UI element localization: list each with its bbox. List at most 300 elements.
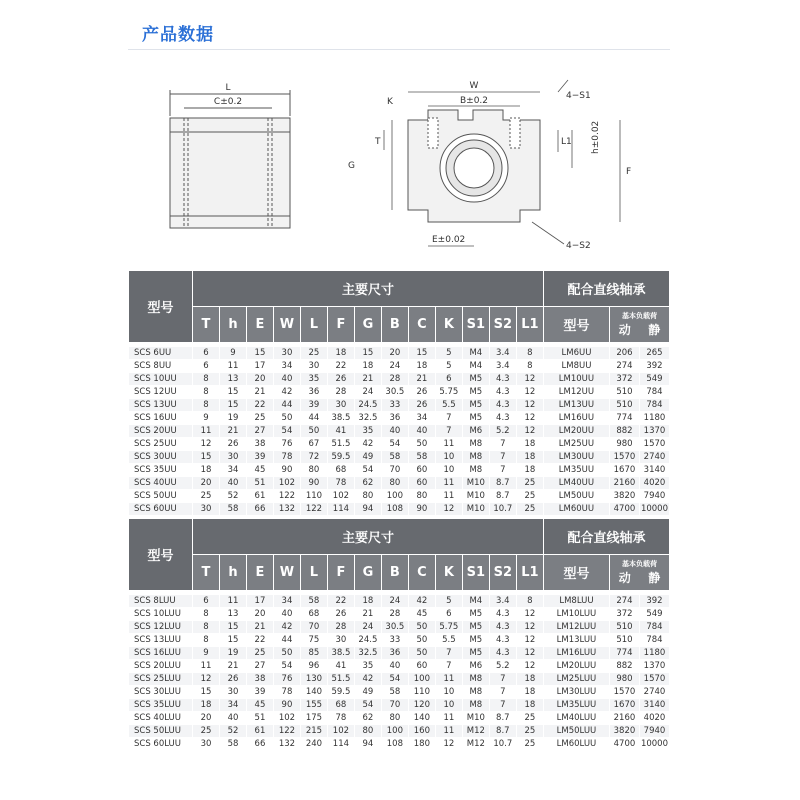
table-cell: 42 xyxy=(273,621,300,634)
table-cell: 34 xyxy=(219,699,246,712)
table-cell: 12 xyxy=(435,503,462,516)
table-cell: 34 xyxy=(408,412,435,425)
table-cell: 18 xyxy=(193,464,220,477)
table-cell: 1670 xyxy=(609,699,639,712)
table-cell: 25 xyxy=(516,738,543,751)
table-cell: 510 xyxy=(609,621,639,634)
table-cell: 33 xyxy=(381,634,408,647)
table-cell: 22 xyxy=(327,595,354,608)
table-row xyxy=(129,725,670,738)
spec-table-standard xyxy=(128,270,670,516)
table-cell: 42 xyxy=(354,673,381,686)
table-cell: SCS 50UU xyxy=(129,490,193,503)
table-cell: LM10UU xyxy=(543,373,609,386)
table-cell: SCS 10LUU xyxy=(129,608,193,621)
table-cell: 5 xyxy=(435,347,462,360)
table-cell: 8 xyxy=(193,621,220,634)
table-cell: 58 xyxy=(381,451,408,464)
header-model: 型号 xyxy=(129,519,193,591)
table-cell: 80 xyxy=(300,464,327,477)
table-cell: 274 xyxy=(609,360,639,373)
table-cell: 20 xyxy=(193,477,220,490)
table-cell: 10 xyxy=(435,699,462,712)
table-cell: 25 xyxy=(193,725,220,738)
table-row xyxy=(129,360,670,373)
table-cell: 44 xyxy=(300,412,327,425)
header-col-l: L xyxy=(300,555,327,591)
table-cell: 4.3 xyxy=(489,634,516,647)
table-cell: 40 xyxy=(408,425,435,438)
table-cell: 12 xyxy=(516,608,543,621)
header-col-c: C xyxy=(408,555,435,591)
table-cell: 30 xyxy=(300,360,327,373)
table-cell: 26 xyxy=(219,438,246,451)
table-cell: 21 xyxy=(219,660,246,673)
table-cell: 50 xyxy=(273,412,300,425)
table-cell: 4.3 xyxy=(489,399,516,412)
header-col-b: B xyxy=(381,307,408,343)
table-cell: SCS 25LUU xyxy=(129,673,193,686)
table-cell: 1670 xyxy=(609,464,639,477)
front-view xyxy=(408,110,540,222)
table-cell: M5 xyxy=(462,647,489,660)
table-cell: 18 xyxy=(327,347,354,360)
table-cell: 100 xyxy=(408,673,435,686)
label-S2: 4−S2 xyxy=(566,241,591,251)
table-cell: 59.5 xyxy=(327,451,354,464)
table-cell: 21 xyxy=(408,373,435,386)
header-col-f: F xyxy=(327,555,354,591)
table-cell: 19 xyxy=(219,647,246,660)
table-cell: 38.5 xyxy=(327,647,354,660)
technical-drawing xyxy=(128,70,670,270)
table-cell: 54 xyxy=(354,699,381,712)
table-cell: M4 xyxy=(462,360,489,373)
header-col-h: h xyxy=(219,555,246,591)
table-cell: 50 xyxy=(300,425,327,438)
table-cell: 4.3 xyxy=(489,373,516,386)
table-cell: 130 xyxy=(300,673,327,686)
table-cell: 72 xyxy=(300,451,327,464)
table-cell: LM25UU xyxy=(543,438,609,451)
table-cell: 13 xyxy=(219,608,246,621)
table-cell: 49 xyxy=(354,686,381,699)
table-cell: 510 xyxy=(609,399,639,412)
header-dynamic: 动 xyxy=(618,323,631,337)
table-cell: 132 xyxy=(273,738,300,751)
table-cell: SCS 8UU xyxy=(129,360,193,373)
table-cell: SCS 30LUU xyxy=(129,686,193,699)
table-cell: 108 xyxy=(381,503,408,516)
table-cell: 7 xyxy=(435,425,462,438)
table-cell: 7940 xyxy=(639,725,669,738)
table-cell: 12 xyxy=(516,373,543,386)
table-cell: 28 xyxy=(327,621,354,634)
table-cell: 8.7 xyxy=(489,712,516,725)
table-cell: SCS 20LUU xyxy=(129,660,193,673)
table-cell: 58 xyxy=(381,686,408,699)
header-static: 静 xyxy=(648,571,661,585)
table-cell: LM35UU xyxy=(543,464,609,477)
table-cell: 27 xyxy=(246,660,273,673)
table-cell: 41 xyxy=(327,425,354,438)
header-col-t: T xyxy=(193,307,220,343)
table-cell: 80 xyxy=(408,490,435,503)
table-cell: 4.3 xyxy=(489,608,516,621)
table-cell: 8.7 xyxy=(489,725,516,738)
table-cell: 110 xyxy=(408,686,435,699)
table-cell: 6 xyxy=(193,360,220,373)
table-cell: 80 xyxy=(354,490,381,503)
table-cell: M5 xyxy=(462,608,489,621)
table-cell: 50 xyxy=(408,438,435,451)
table-cell: 30.5 xyxy=(381,621,408,634)
table-cell: 4.3 xyxy=(489,647,516,660)
table-cell: 9 xyxy=(219,347,246,360)
table-cell: 38.5 xyxy=(327,412,354,425)
table-cell: 18 xyxy=(354,595,381,608)
table-cell: M10 xyxy=(462,712,489,725)
table-cell: LM60UU xyxy=(543,503,609,516)
table-row xyxy=(129,386,670,399)
table-cell: 102 xyxy=(273,477,300,490)
table-cell: 240 xyxy=(300,738,327,751)
table-cell: 34 xyxy=(219,464,246,477)
table-cell: 140 xyxy=(300,686,327,699)
label-F: F xyxy=(626,167,632,177)
table-cell: 6 xyxy=(193,347,220,360)
header-bearing-model: 型号 xyxy=(543,307,609,343)
table-row xyxy=(129,425,670,438)
table-cell: 25 xyxy=(516,712,543,725)
table-cell: 8.7 xyxy=(489,477,516,490)
table-cell: M5 xyxy=(462,373,489,386)
table-cell: 40 xyxy=(381,660,408,673)
table-cell: 94 xyxy=(354,503,381,516)
table-cell: 24 xyxy=(381,360,408,373)
table-cell: 30 xyxy=(193,503,220,516)
table-cell: 24.5 xyxy=(354,399,381,412)
table-cell: SCS 25UU xyxy=(129,438,193,451)
table-cell: 76 xyxy=(273,673,300,686)
table-cell: 11 xyxy=(219,360,246,373)
table-cell: M8 xyxy=(462,464,489,477)
table-cell: SCS 16UU xyxy=(129,412,193,425)
table-cell: 774 xyxy=(609,647,639,660)
table-cell: 62 xyxy=(354,477,381,490)
table-cell: 110 xyxy=(300,490,327,503)
table-cell: 80 xyxy=(381,477,408,490)
table-cell: 18 xyxy=(193,699,220,712)
table-cell: 12 xyxy=(516,425,543,438)
table-cell: 8 xyxy=(193,608,220,621)
table-cell: 90 xyxy=(408,503,435,516)
table-cell: 54 xyxy=(273,660,300,673)
label-C: C±0.2 xyxy=(213,97,243,107)
label-h: h±0.02 xyxy=(591,120,601,154)
side-view xyxy=(170,90,290,228)
table-row xyxy=(129,438,670,451)
table-cell: 122 xyxy=(300,503,327,516)
table-cell: 25 xyxy=(246,647,273,660)
table-cell: LM40UU xyxy=(543,477,609,490)
table-cell: 35 xyxy=(354,660,381,673)
table-cell: LM12UU xyxy=(543,386,609,399)
table-cell: 15 xyxy=(354,347,381,360)
table-cell: 784 xyxy=(639,386,669,399)
table-cell: SCS 40LUU xyxy=(129,712,193,725)
table-cell: 26 xyxy=(408,386,435,399)
table-cell: 5.75 xyxy=(435,386,462,399)
table-cell: 30.5 xyxy=(381,386,408,399)
table-cell: 3.4 xyxy=(489,595,516,608)
table-cell: 40 xyxy=(381,425,408,438)
table-cell: 28 xyxy=(381,373,408,386)
table-cell: 28 xyxy=(327,386,354,399)
table-cell: LM12LUU xyxy=(543,621,609,634)
table-cell: 12 xyxy=(516,412,543,425)
table-cell: 35 xyxy=(300,373,327,386)
table-cell: 54 xyxy=(273,425,300,438)
header-col-s1: S1 xyxy=(462,555,489,591)
table-cell: 96 xyxy=(300,660,327,673)
table-cell: 78 xyxy=(327,712,354,725)
table-cell: 2160 xyxy=(609,712,639,725)
table-cell: 52 xyxy=(219,725,246,738)
table-cell: 24 xyxy=(354,621,381,634)
title-divider xyxy=(128,49,670,50)
table-cell: SCS 30UU xyxy=(129,451,193,464)
table-cell: 215 xyxy=(300,725,327,738)
table-cell: 10 xyxy=(435,686,462,699)
table-cell: 42 xyxy=(354,438,381,451)
table-cell: 12 xyxy=(193,673,220,686)
table-cell: SCS 60LUU xyxy=(129,738,193,751)
table-cell: 22 xyxy=(327,360,354,373)
table-cell: 8 xyxy=(193,634,220,647)
table-cell: 180 xyxy=(408,738,435,751)
table-cell: 58 xyxy=(219,503,246,516)
table-cell: 122 xyxy=(273,490,300,503)
header-col-f: F xyxy=(327,307,354,343)
table-cell: 51.5 xyxy=(327,438,354,451)
table-cell: SCS 50LUU xyxy=(129,725,193,738)
table-cell: 7 xyxy=(435,647,462,660)
table-cell: 30 xyxy=(219,686,246,699)
table-cell: 7 xyxy=(435,660,462,673)
table-cell: SCS 40UU xyxy=(129,477,193,490)
table-cell: 22 xyxy=(246,399,273,412)
table-cell: LM16UU xyxy=(543,412,609,425)
table-cell: M4 xyxy=(462,347,489,360)
table-cell: M8 xyxy=(462,438,489,451)
table-cell: 15 xyxy=(219,399,246,412)
table-cell: 12 xyxy=(193,438,220,451)
table-cell: 7 xyxy=(489,686,516,699)
table-cell: 19 xyxy=(219,412,246,425)
table-cell: 15 xyxy=(219,386,246,399)
header-static: 静 xyxy=(648,323,661,337)
label-B: B±0.2 xyxy=(459,96,489,106)
table-cell: 7 xyxy=(489,438,516,451)
table-cell: 372 xyxy=(609,608,639,621)
table-cell: M10 xyxy=(462,477,489,490)
table-cell: 51.5 xyxy=(327,673,354,686)
table-cell: 12 xyxy=(516,647,543,660)
table-row xyxy=(129,738,670,751)
table-row xyxy=(129,451,670,464)
table-cell: 50 xyxy=(408,621,435,634)
table-cell: 5 xyxy=(435,595,462,608)
table-cell: 122 xyxy=(273,725,300,738)
table-cell: M10 xyxy=(462,490,489,503)
table-cell: 45 xyxy=(408,608,435,621)
table-cell: 70 xyxy=(381,464,408,477)
table-cell: 30 xyxy=(193,738,220,751)
table-cell: 9 xyxy=(193,412,220,425)
table-cell: 10000 xyxy=(640,739,668,749)
table-cell: LM30LUU xyxy=(543,686,609,699)
table-cell: M5 xyxy=(462,621,489,634)
table-cell: 41 xyxy=(327,660,354,673)
table-cell: 9 xyxy=(193,647,220,660)
table-cell: M6 xyxy=(462,425,489,438)
table-cell: 40 xyxy=(219,477,246,490)
table-cell: 10.7 xyxy=(489,503,516,516)
table-cell: LM6UU xyxy=(543,347,609,360)
table-cell: 36 xyxy=(300,386,327,399)
table-cell: 12 xyxy=(516,399,543,412)
table-cell: LM20LUU xyxy=(543,660,609,673)
header-main-dimensions: 主要尺寸 xyxy=(193,271,544,307)
table-cell: 510 xyxy=(609,634,639,647)
table-cell: 50 xyxy=(408,634,435,647)
table-cell: 11 xyxy=(435,490,462,503)
table-cell: 1570 xyxy=(609,451,639,464)
table-cell: 50 xyxy=(273,647,300,660)
table-cell: 100 xyxy=(381,725,408,738)
table-cell: 25 xyxy=(246,412,273,425)
table-cell: LM50UU xyxy=(543,490,609,503)
table-cell: LM20UU xyxy=(543,425,609,438)
table-row xyxy=(129,660,670,673)
table-cell: 36 xyxy=(381,412,408,425)
table-cell: 34 xyxy=(273,595,300,608)
table-cell: 392 xyxy=(639,595,669,608)
table-cell: 8 xyxy=(516,347,543,360)
header-load-label: 基本负载荷 xyxy=(621,312,657,320)
table-cell: 10.7 xyxy=(489,738,516,751)
table-cell: 1570 xyxy=(609,686,639,699)
table-cell: 26 xyxy=(327,608,354,621)
table-cell: LM40LUU xyxy=(543,712,609,725)
table-cell: 25 xyxy=(516,503,543,516)
table-cell: 18 xyxy=(516,699,543,712)
table-row xyxy=(129,347,670,360)
header-col-w: W xyxy=(273,307,300,343)
table-cell: 206 xyxy=(609,347,639,360)
table-cell: 85 xyxy=(300,647,327,660)
header-col-h: h xyxy=(219,307,246,343)
table-cell: 67 xyxy=(300,438,327,451)
table-cell: 59.5 xyxy=(327,686,354,699)
table-cell: 58 xyxy=(408,451,435,464)
table-cell: 2740 xyxy=(639,451,669,464)
table-cell: 7 xyxy=(489,451,516,464)
table-cell: 3.4 xyxy=(489,360,516,373)
table-cell: 15 xyxy=(219,621,246,634)
table-cell: 25 xyxy=(193,490,220,503)
table-cell: 4700 xyxy=(609,503,639,516)
header-col-w: W xyxy=(273,555,300,591)
table-cell: 60 xyxy=(408,660,435,673)
table-cell: 12 xyxy=(516,386,543,399)
table-cell: 774 xyxy=(609,412,639,425)
table-cell: 4700 xyxy=(609,738,639,751)
table-cell: 2160 xyxy=(609,477,639,490)
table-cell: 3140 xyxy=(639,464,669,477)
table-cell: 18 xyxy=(408,360,435,373)
table-cell: 1180 xyxy=(639,647,669,660)
table-cell: 42 xyxy=(408,595,435,608)
table-cell: 78 xyxy=(273,686,300,699)
table-cell: 51 xyxy=(246,477,273,490)
table-cell: 4020 xyxy=(639,712,669,725)
table-cell: M5 xyxy=(462,634,489,647)
header-col-s2: S2 xyxy=(489,555,516,591)
table-cell: 20 xyxy=(193,712,220,725)
header-dynamic: 动 xyxy=(618,571,631,585)
table-cell: 7 xyxy=(435,412,462,425)
header-col-k: K xyxy=(435,307,462,343)
table-cell: LM25LUU xyxy=(543,673,609,686)
table-cell: 7 xyxy=(489,699,516,712)
table-cell: M8 xyxy=(462,451,489,464)
table-cell: 15 xyxy=(408,347,435,360)
table-cell: M8 xyxy=(462,686,489,699)
table-cell: SCS 60UU xyxy=(129,503,193,516)
table-cell: 39 xyxy=(300,399,327,412)
table-cell: 10000 xyxy=(640,504,668,514)
table-cell: 42 xyxy=(273,386,300,399)
header-col-s2: S2 xyxy=(489,307,516,343)
table-cell: M5 xyxy=(462,386,489,399)
table-cell: 120 xyxy=(408,699,435,712)
table-cell: 15 xyxy=(246,347,273,360)
table-cell: 25 xyxy=(516,490,543,503)
table-cell: 94 xyxy=(354,738,381,751)
table-cell: 21 xyxy=(219,425,246,438)
header-col-e: E xyxy=(246,307,273,343)
table-cell: LM8LUU xyxy=(543,595,609,608)
table-cell: 8.7 xyxy=(489,490,516,503)
table-cell: 5.75 xyxy=(435,621,462,634)
table-cell: 17 xyxy=(246,595,273,608)
table-cell: 1370 xyxy=(639,660,669,673)
table-cell: 13 xyxy=(219,373,246,386)
table-cell: 392 xyxy=(639,360,669,373)
table-cell: 21 xyxy=(246,386,273,399)
header-load xyxy=(609,555,669,591)
table-cell: 17 xyxy=(246,360,273,373)
table-row xyxy=(129,712,670,725)
table-cell: 40 xyxy=(273,373,300,386)
table-cell: 30 xyxy=(327,399,354,412)
table-cell: SCS 35UU xyxy=(129,464,193,477)
table-cell: 160 xyxy=(408,725,435,738)
table-cell: 54 xyxy=(381,438,408,451)
table-cell: 11 xyxy=(435,712,462,725)
